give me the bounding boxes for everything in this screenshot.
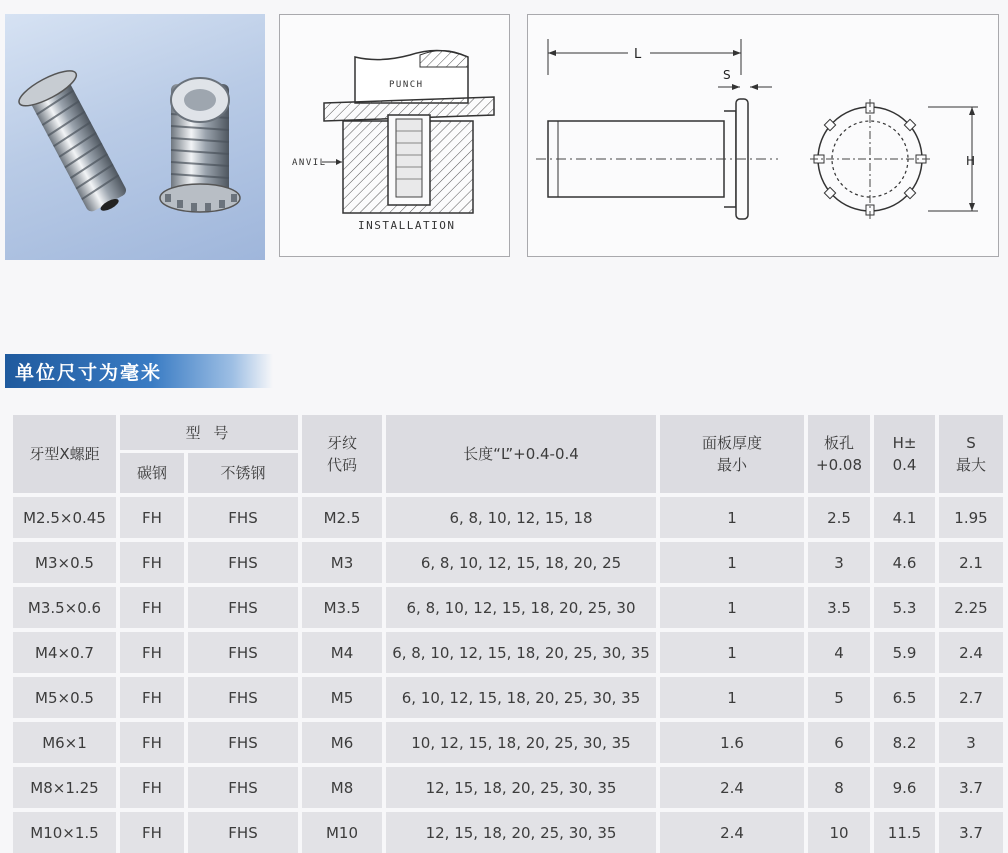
cell-h: 8.2	[874, 722, 935, 763]
dimension-drawing	[527, 14, 999, 257]
cell-thread-pitch: M4×0.7	[13, 632, 116, 673]
cell-h: 5.3	[874, 587, 935, 628]
cell-thread-code: M2.5	[302, 497, 382, 538]
cell-thread-pitch: M8×1.25	[13, 767, 116, 808]
cell-stainless-steel: FHS	[188, 767, 298, 808]
cell-carbon-steel: FH	[120, 542, 184, 583]
product-photo	[5, 14, 265, 260]
cell-panel-thickness: 1	[660, 587, 804, 628]
cell-h: 4.6	[874, 542, 935, 583]
studs-photo-illustration	[5, 14, 265, 260]
header-model: 型 号	[120, 415, 298, 450]
cell-s: 1.95	[939, 497, 1003, 538]
cell-lengths: 10, 12, 15, 18, 20, 25, 30, 35	[386, 722, 656, 763]
cell-s: 2.25	[939, 587, 1003, 628]
cell-carbon-steel: FH	[120, 587, 184, 628]
cell-hole: 3	[808, 542, 870, 583]
cell-carbon-steel: FH	[120, 722, 184, 763]
units-banner-text: 单位尺寸为毫米	[15, 362, 163, 384]
cell-carbon-steel: FH	[120, 632, 184, 673]
cell-s: 3.7	[939, 812, 1003, 853]
cell-thread-pitch: M3.5×0.6	[13, 587, 116, 628]
installation-caption: INSTALLATION	[358, 219, 456, 232]
cell-carbon-steel: FH	[120, 812, 184, 853]
s-label: S	[723, 68, 731, 82]
cell-carbon-steel: FH	[120, 767, 184, 808]
cell-carbon-steel: FH	[120, 677, 184, 718]
stud-left	[15, 64, 140, 223]
cell-s: 3	[939, 722, 1003, 763]
cell-stainless-steel: FHS	[188, 677, 298, 718]
cell-s: 3.7	[939, 767, 1003, 808]
header-length: 长度“L”+0.4-0.4	[386, 415, 656, 493]
cell-h: 4.1	[874, 497, 935, 538]
h-label: H	[966, 154, 976, 168]
units-banner	[5, 354, 273, 388]
cell-lengths: 12, 15, 18, 20, 25, 30, 35	[386, 812, 656, 853]
header-panel-thickness: 面板厚度 最小	[660, 415, 804, 493]
cell-thread-pitch: M5×0.5	[13, 677, 116, 718]
cell-hole: 2.5	[808, 497, 870, 538]
cell-thread-pitch: M2.5×0.45	[13, 497, 116, 538]
cell-lengths: 6, 8, 10, 12, 15, 18, 20, 25	[386, 542, 656, 583]
cell-stainless-steel: FHS	[188, 542, 298, 583]
cell-s: 2.7	[939, 677, 1003, 718]
cell-panel-thickness: 1	[660, 497, 804, 538]
cell-thread-pitch: M6×1	[13, 722, 116, 763]
cell-lengths: 12, 15, 18, 20, 25, 30, 35	[386, 767, 656, 808]
cell-s: 2.1	[939, 542, 1003, 583]
cell-hole: 5	[808, 677, 870, 718]
cell-lengths: 6, 10, 12, 15, 18, 20, 25, 30, 35	[386, 677, 656, 718]
cell-hole: 3.5	[808, 587, 870, 628]
cell-h: 6.5	[874, 677, 935, 718]
spec-table	[5, 407, 1008, 848]
cell-thread-code: M5	[302, 677, 382, 718]
cell-lengths: 6, 8, 10, 12, 15, 18	[386, 497, 656, 538]
anvil-label: ANVIL	[292, 158, 327, 168]
cell-hole: 4	[808, 632, 870, 673]
installation-drawing	[279, 14, 510, 257]
cell-thread-code: M8	[302, 767, 382, 808]
cell-hole: 8	[808, 767, 870, 808]
cell-thread-pitch: M10×1.5	[13, 812, 116, 853]
cell-s: 2.4	[939, 632, 1003, 673]
cell-thread-code: M6	[302, 722, 382, 763]
cell-panel-thickness: 2.4	[660, 767, 804, 808]
header-thread-code: 牙纹 代码	[302, 415, 382, 493]
header-carbon-steel: 碳钢	[120, 453, 184, 493]
cell-hole: 6	[808, 722, 870, 763]
cell-panel-thickness: 1.6	[660, 722, 804, 763]
cell-thread-pitch: M3×0.5	[13, 542, 116, 583]
cell-panel-thickness: 1	[660, 632, 804, 673]
cell-thread-code: M4	[302, 632, 382, 673]
header-hole: 板孔 +0.08	[808, 415, 870, 493]
cell-hole: 10	[808, 812, 870, 853]
cell-h: 11.5	[874, 812, 935, 853]
cell-lengths: 6, 8, 10, 12, 15, 18, 20, 25, 30, 35	[386, 632, 656, 673]
cell-h: 5.9	[874, 632, 935, 673]
cell-h: 9.6	[874, 767, 935, 808]
length-label: L	[634, 47, 642, 62]
punch-label: PUNCH	[389, 80, 424, 90]
dimension-diagram	[528, 15, 998, 256]
stud-right	[160, 78, 240, 212]
cell-lengths: 6, 8, 10, 12, 15, 18, 20, 25, 30	[386, 587, 656, 628]
cell-stainless-steel: FHS	[188, 722, 298, 763]
header-s: S 最大	[939, 415, 1003, 493]
cell-panel-thickness: 1	[660, 542, 804, 583]
cell-stainless-steel: FHS	[188, 497, 298, 538]
installation-diagram	[280, 15, 509, 256]
cell-thread-code: M3.5	[302, 587, 382, 628]
header-thread-pitch: 牙型X螺距	[13, 415, 116, 493]
header-h: H± 0.4	[874, 415, 935, 493]
cell-panel-thickness: 1	[660, 677, 804, 718]
cell-thread-code: M10	[302, 812, 382, 853]
cell-thread-code: M3	[302, 542, 382, 583]
cell-carbon-steel: FH	[120, 497, 184, 538]
cell-stainless-steel: FHS	[188, 632, 298, 673]
cell-panel-thickness: 2.4	[660, 812, 804, 853]
cell-stainless-steel: FHS	[188, 812, 298, 853]
cell-stainless-steel: FHS	[188, 587, 298, 628]
header-stainless-steel: 不锈钢	[188, 453, 298, 493]
